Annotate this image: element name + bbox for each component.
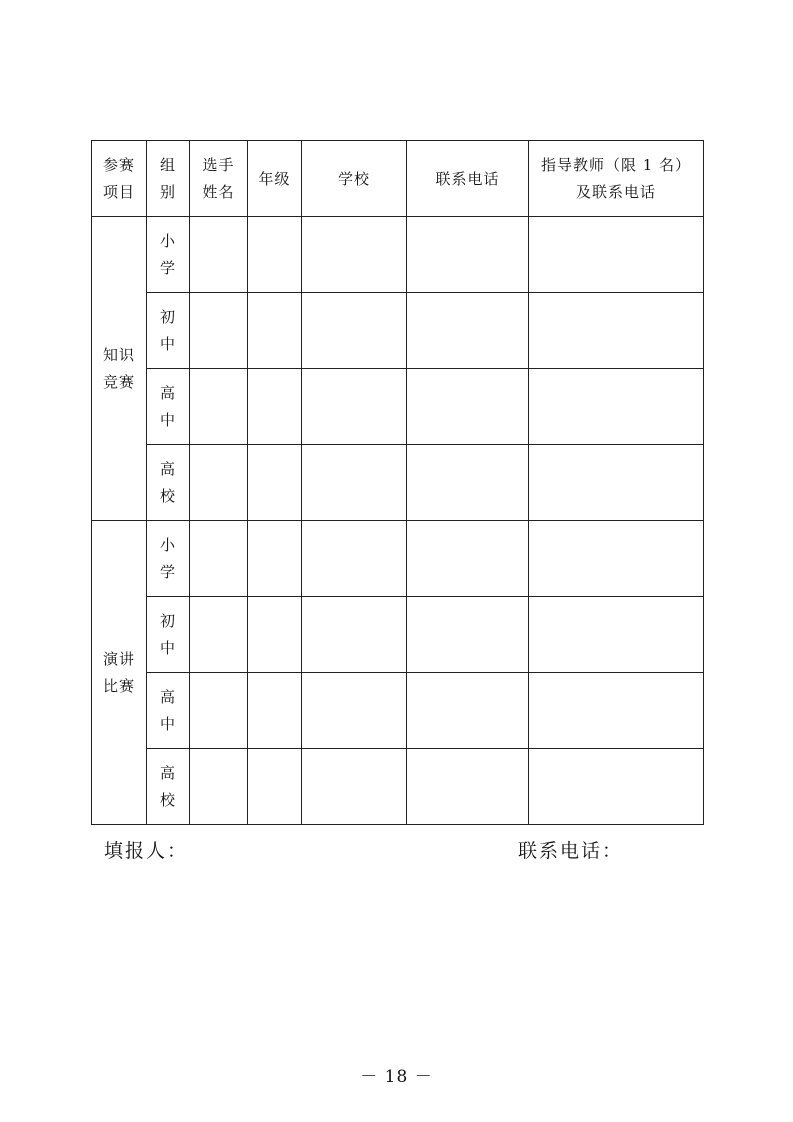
teacher-cell[interactable] bbox=[529, 749, 704, 825]
phone-cell[interactable] bbox=[407, 369, 529, 445]
header-school: 学校 bbox=[302, 141, 407, 217]
school-cell[interactable] bbox=[302, 293, 407, 369]
group-cell bbox=[147, 217, 190, 293]
group-name-line: 校 bbox=[159, 790, 176, 809]
school-cell[interactable] bbox=[302, 521, 407, 597]
grade-cell[interactable] bbox=[248, 445, 302, 521]
table-row bbox=[92, 369, 704, 445]
teacher-cell[interactable] bbox=[529, 673, 704, 749]
grade-cell[interactable] bbox=[248, 293, 302, 369]
teacher-cell[interactable] bbox=[529, 597, 704, 673]
group-cell bbox=[147, 597, 190, 673]
phone-cell[interactable] bbox=[407, 521, 529, 597]
table-row bbox=[92, 597, 704, 673]
teacher-cell[interactable] bbox=[529, 293, 704, 369]
player-name-cell[interactable] bbox=[190, 521, 248, 597]
group-cell bbox=[147, 369, 190, 445]
phone-cell[interactable] bbox=[407, 217, 529, 293]
header-player-name: 选手 姓名 bbox=[190, 141, 248, 217]
grade-cell[interactable] bbox=[248, 369, 302, 445]
table-row bbox=[92, 445, 704, 521]
grade-cell[interactable] bbox=[248, 521, 302, 597]
school-cell[interactable] bbox=[302, 749, 407, 825]
group-name-line: 高 bbox=[159, 459, 176, 478]
table-body bbox=[92, 217, 704, 825]
teacher-cell[interactable] bbox=[529, 521, 704, 597]
group-name-line: 小 bbox=[159, 535, 176, 554]
school-cell[interactable] bbox=[302, 673, 407, 749]
table-row bbox=[92, 293, 704, 369]
group-name-line: 中 bbox=[159, 334, 176, 353]
group-name-line: 中 bbox=[159, 638, 176, 657]
player-name-cell[interactable] bbox=[190, 445, 248, 521]
teacher-cell[interactable] bbox=[529, 369, 704, 445]
player-name-cell[interactable] bbox=[190, 217, 248, 293]
group-cell bbox=[147, 293, 190, 369]
group-name-line: 高 bbox=[159, 383, 176, 402]
grade-cell[interactable] bbox=[248, 749, 302, 825]
header-project: 参赛 项目 bbox=[92, 141, 147, 217]
header-phone: 联系电话 bbox=[407, 141, 529, 217]
project-name-line: 竞赛 bbox=[102, 372, 135, 391]
school-cell[interactable] bbox=[302, 597, 407, 673]
page-number: － 18 － bbox=[360, 1067, 433, 1087]
grade-cell[interactable] bbox=[248, 673, 302, 749]
teacher-cell[interactable] bbox=[529, 217, 704, 293]
phone-cell[interactable] bbox=[407, 597, 529, 673]
contact-phone-label: 联系电话： bbox=[518, 840, 624, 862]
group-name-line: 学 bbox=[159, 562, 176, 581]
group-name-line: 中 bbox=[159, 714, 176, 733]
table-row bbox=[92, 749, 704, 825]
group-name-line: 学 bbox=[159, 258, 176, 277]
school-cell[interactable] bbox=[302, 369, 407, 445]
group-name-line: 高 bbox=[159, 687, 176, 706]
project-name-line: 比赛 bbox=[102, 676, 135, 695]
header-row bbox=[92, 141, 704, 217]
group-cell bbox=[147, 445, 190, 521]
player-name-cell[interactable] bbox=[190, 673, 248, 749]
player-name-cell[interactable] bbox=[190, 293, 248, 369]
table-row bbox=[92, 521, 704, 597]
project-cell bbox=[92, 217, 147, 521]
registration-table bbox=[91, 140, 704, 825]
group-name-line: 初 bbox=[159, 307, 176, 326]
phone-cell[interactable] bbox=[407, 749, 529, 825]
header-group: 组 别 bbox=[147, 141, 190, 217]
player-name-cell[interactable] bbox=[190, 369, 248, 445]
project-cell bbox=[92, 521, 147, 825]
group-name-line: 初 bbox=[159, 611, 176, 630]
group-name-line: 小 bbox=[159, 231, 176, 250]
table-row bbox=[92, 673, 704, 749]
project-name-line: 演讲 bbox=[102, 649, 135, 668]
teacher-cell[interactable] bbox=[529, 445, 704, 521]
header-grade: 年级 bbox=[248, 141, 302, 217]
header-teacher: 指导教师（限 1 名） 及联系电话 bbox=[529, 141, 704, 217]
phone-cell[interactable] bbox=[407, 445, 529, 521]
group-name-line: 高 bbox=[159, 763, 176, 782]
group-name-line: 中 bbox=[159, 410, 176, 429]
player-name-cell[interactable] bbox=[190, 597, 248, 673]
grade-cell[interactable] bbox=[248, 217, 302, 293]
group-name-line: 校 bbox=[159, 486, 176, 505]
group-cell bbox=[147, 673, 190, 749]
project-name-line: 知识 bbox=[102, 345, 135, 364]
grade-cell[interactable] bbox=[248, 597, 302, 673]
group-cell bbox=[147, 749, 190, 825]
phone-cell[interactable] bbox=[407, 293, 529, 369]
group-cell bbox=[147, 521, 190, 597]
player-name-cell[interactable] bbox=[190, 749, 248, 825]
table-row bbox=[92, 217, 704, 293]
phone-cell[interactable] bbox=[407, 673, 529, 749]
school-cell[interactable] bbox=[302, 445, 407, 521]
filler-label: 填报人： bbox=[104, 840, 189, 862]
school-cell[interactable] bbox=[302, 217, 407, 293]
